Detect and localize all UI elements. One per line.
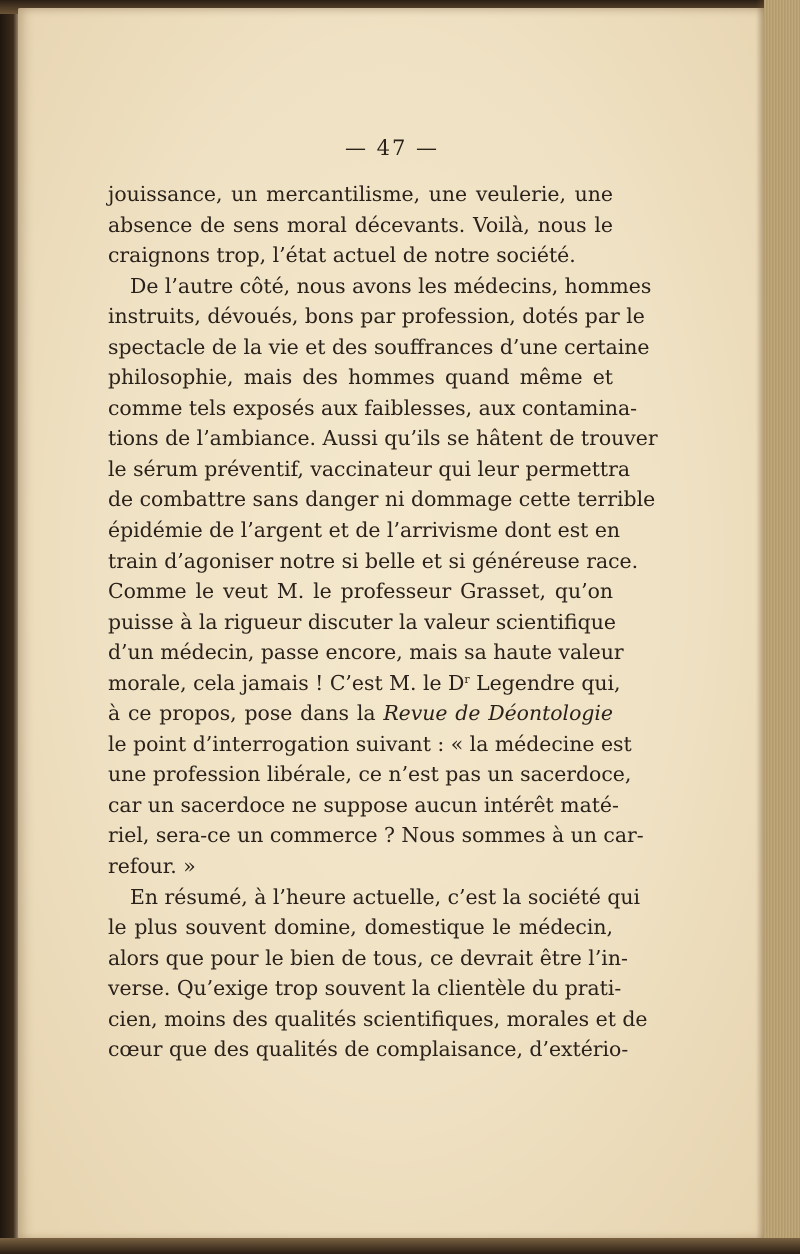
text-line: le sérum préventif, vaccinateur qui leur permettra bbox=[108, 456, 631, 481]
paper-page bbox=[18, 8, 766, 1240]
text-line: spectacle de la vie et des souffrances d’une certaine bbox=[108, 334, 650, 359]
text-line: puisse à la rigueur discuter la valeur scientifique bbox=[108, 609, 616, 634]
text-segment: à ce propos, pose dans la bbox=[108, 701, 384, 726]
text-line: jouissance, un mercantilisme, une veulerie, une bbox=[108, 182, 613, 206]
text-line: De l’autre côté, nous avons les médecins, hommes bbox=[130, 273, 652, 298]
text-line: tions de l’ambiance. Aussi qu’ils se hâtent de trouver bbox=[108, 426, 658, 451]
text-line: comme tels exposés aux faiblesses, aux contamina- bbox=[108, 395, 638, 420]
text-line: une profession libérale, ce n’est pas un sacerdoce, bbox=[108, 762, 632, 787]
superscript-abbrev: r bbox=[464, 672, 470, 686]
text-line: cœur que des qualités de complaisance, d’extério- bbox=[108, 1037, 629, 1062]
text-line: craignons trop, l’état actuel de notre société. bbox=[108, 243, 576, 268]
text-line: cien, moins des qualités scientifiques, morales et de bbox=[108, 1006, 648, 1031]
text-line: riel, sera-ce un commerce ? Nous sommes à un car- bbox=[108, 823, 644, 848]
journal-title: Revue de Déontologie bbox=[383, 701, 613, 726]
text-line: philosophie, mais des hommes quand même et bbox=[108, 365, 613, 390]
text-segment: Legendre qui, bbox=[469, 670, 621, 695]
text-line: train d’agoniser notre si belle et si généreuse race. bbox=[108, 548, 639, 573]
text-segment: morale, cela jamais ! C’est M. le D bbox=[108, 670, 465, 695]
page-number: — 47 — bbox=[344, 136, 440, 160]
text-line: le plus souvent domine, domestique le médecin, bbox=[108, 915, 613, 940]
text-line bbox=[108, 668, 621, 699]
text-line: de combattre sans danger ni dommage cette terrible bbox=[108, 487, 656, 512]
text-line bbox=[108, 698, 613, 729]
text-line: Comme le veut M. le professeur Grasset, qu’on bbox=[108, 579, 613, 604]
bottom-page-edge bbox=[0, 1238, 800, 1254]
text-line: épidémie de l’argent et de l’arrivisme dont est en bbox=[108, 518, 621, 543]
text-line: alors que pour le bien de tous, ce devrait être l’in- bbox=[108, 945, 628, 970]
text-line: car un sacerdoce ne suppose aucun intérêt maté- bbox=[108, 792, 619, 817]
body-text bbox=[108, 179, 658, 1065]
text-line: refour. » bbox=[108, 854, 196, 879]
text-line: le point d’interrogation suivant : « la médecine est bbox=[108, 731, 632, 756]
text-line: d’un médecin, passe encore, mais sa haute valeur bbox=[108, 640, 624, 665]
text-line: absence de sens moral décevants. Voilà, nous le bbox=[108, 212, 613, 237]
text-line: En résumé, à l’heure actuelle, c’est la société qui bbox=[130, 884, 641, 909]
text-line: verse. Qu’exige trop souvent la clientèle du prati- bbox=[108, 976, 622, 1001]
text-line: instruits, dévoués, bons par profession, dotés par le bbox=[108, 304, 645, 329]
book-fore-edge bbox=[764, 0, 800, 1254]
